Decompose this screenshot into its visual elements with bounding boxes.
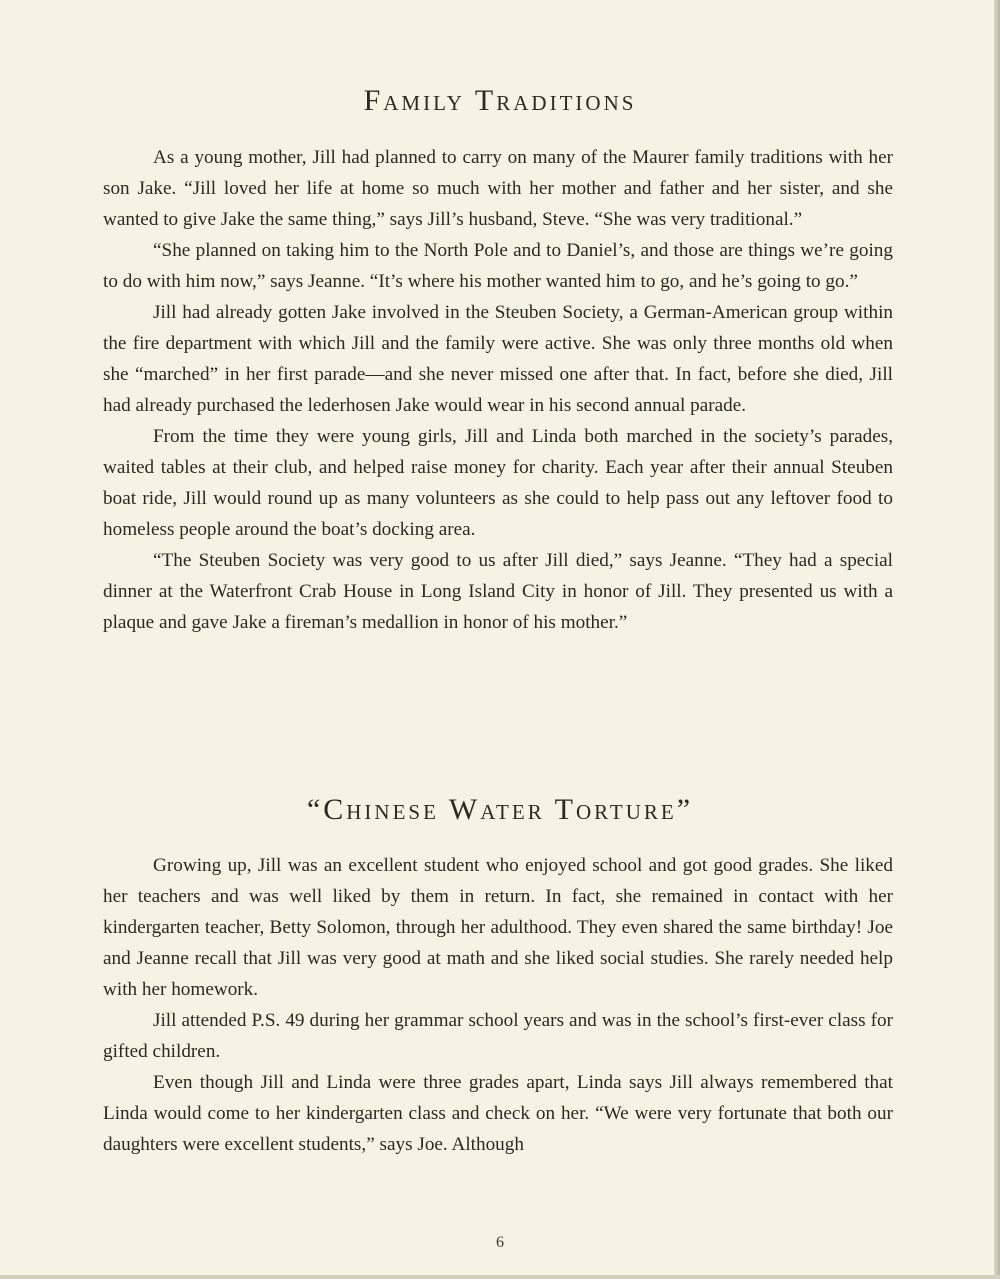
section-body-family-traditions <box>103 142 893 638</box>
section-heading-family-traditions: Family Traditions <box>363 84 637 117</box>
paragraph: Growing up, Jill was an excellent student who enjoyed school and got good grades. She liked her teachers and was well liked by them in return. In fact, she remained in contact with her kindergarten teacher, Betty Solomon, through her adulthood. They even shared the same birthday! Joe and Jeanne recall that Jill was very good at math and she liked social studies. She rarely needed help with her homework. <box>103 855 893 1000</box>
paragraph: Jill had already gotten Jake involved in the Steuben Society, a German-American group within the fire department with which Jill and the family were active. She was only three months old when she “marched” in her first parade—and she never missed one after that. In fact, before she died, Jill had already purchased the lederhosen Jake would wear in his second annual parade. <box>103 302 893 416</box>
paragraph: “She planned on taking him to the North Pole and to Daniel’s, and those are things we’re going to do with him now,” says Jeanne. “It’s where his mother wanted him to go, and he’s going to go.” <box>103 240 893 292</box>
page-number: 6 <box>496 1234 504 1251</box>
section-body-chinese-water-torture <box>103 850 893 1160</box>
paragraph: As a young mother, Jill had planned to carry on many of the Maurer family traditions with her son Jake. “Jill loved her life at home so much with her mother and father and her sister, and she wanted to give Jake the same thing,” says Jill’s husband, Steve. “She was very traditional.” <box>103 147 893 230</box>
section-heading-chinese-water-torture: “Chinese Water Torture” <box>306 793 694 826</box>
paragraph: From the time they were young girls, Jill and Linda both marched in the society’s parades, waited tables at their club, and helped raise money for charity. Each year after their annual Steuben boat ride, Jill would round up as many volunteers as she could to help pass out any leftover food to homeless people around the boat’s docking area. <box>103 426 893 540</box>
paragraph: Jill attended P.S. 49 during her grammar school years and was in the school’s first-ever class for gifted children. <box>103 1010 893 1062</box>
paragraph: “The Steuben Society was very good to us after Jill died,” says Jeanne. “They had a special dinner at the Waterfront Crab House in Long Island City in honor of Jill. They presented us with a plaque and gave Jake a fireman’s medallion in honor of his mother.” <box>103 550 893 633</box>
page-edge-shadow <box>994 0 1000 1279</box>
page-bottom-edge <box>0 1275 1000 1279</box>
paragraph: Even though Jill and Linda were three grades apart, Linda says Jill always remembered that Linda would come to her kindergarten class and check on her. “We were very fortunate that both our daughters were excellent students,” says Joe. Although <box>103 1072 893 1155</box>
